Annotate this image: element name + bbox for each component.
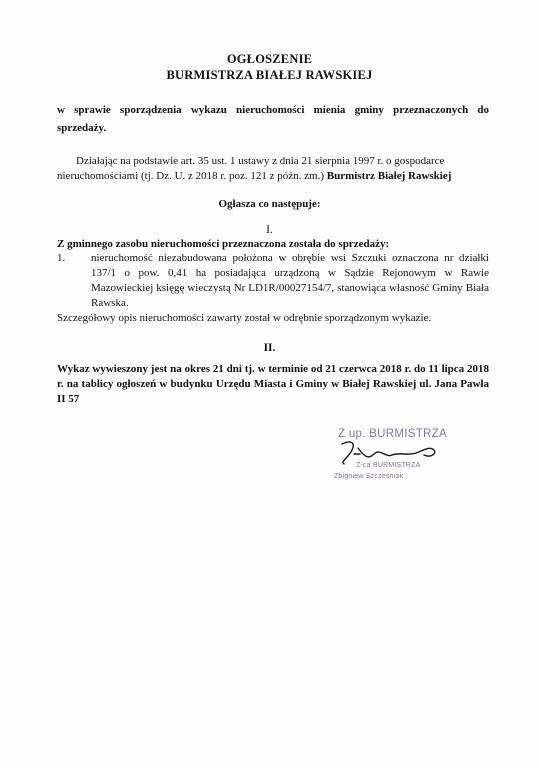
intro-legal-basis: nieruchomościami (tj. Dz. U. z 2018 r. poz. 121 z późn. zm.): [57, 170, 327, 182]
section-1-detail: Szczegółowy opis nieruchomości zawarty został w odrębnie sporządzonym wykazie.: [57, 312, 432, 324]
document-issuer: BURMISTRZA BIAŁEJ RAWSKIEJ: [166, 68, 373, 82]
list-item-text: nieruchomość niezabudowana położona w obrębie wsi Szczuki oznaczona nr działki 137/1 o pow. 0,41 ha posiadająca urządzoną w Sądzie Rejonowym w Rawie Mazowieckiej księgę wieczystą Nr LD1R/00027154/7, stanowiąca własność Gminy Biała Rawska.: [91, 252, 489, 309]
stamp-line-3: Zbigniew Szcześniak: [334, 473, 404, 480]
section-1-numeral: I.: [266, 224, 273, 236]
announces-heading: Ogłasza co następuje:: [218, 198, 321, 210]
intro-line-1: Działając na podstawie art. 35 ust. 1 ustawy z dnia 21 sierpnia 1997 r. o gospodarce: [76, 155, 445, 167]
subject-text: w sprawie sporządzenia wykazu nieruchomości mienia gminy przeznaczonych do sprzedaży.: [57, 104, 489, 134]
stamp-line-1: Z up. BURMISTRZA: [338, 428, 447, 440]
list-item-number: 1.: [57, 252, 66, 264]
intro-issuer: Burmistrz Białej Rawskiej: [326, 170, 452, 182]
subject-line: [57, 101, 489, 137]
signature-stamp: [312, 428, 462, 498]
intro-line-2: [57, 169, 489, 184]
section-2-text: Wykaz wywieszony jest na okres 21 dni tj. w terminie od 21 czerwca 2018 r. do 11 lipca 2018 r. na tablicy ogłoszeń w budynku Urzędu Miasta i Gminy w Białej Rawskiej ul. Jana Pawła II 57: [57, 363, 489, 405]
document-title: OGŁOSZENIE: [226, 52, 313, 66]
section-2-numeral: II.: [263, 342, 276, 354]
stamp-line-2: Z-ca BURMISTRZA: [356, 462, 421, 469]
section-1-heading: Z gminnego zasobu nieruchomości przeznaczona została do sprzedaży:: [57, 238, 390, 250]
